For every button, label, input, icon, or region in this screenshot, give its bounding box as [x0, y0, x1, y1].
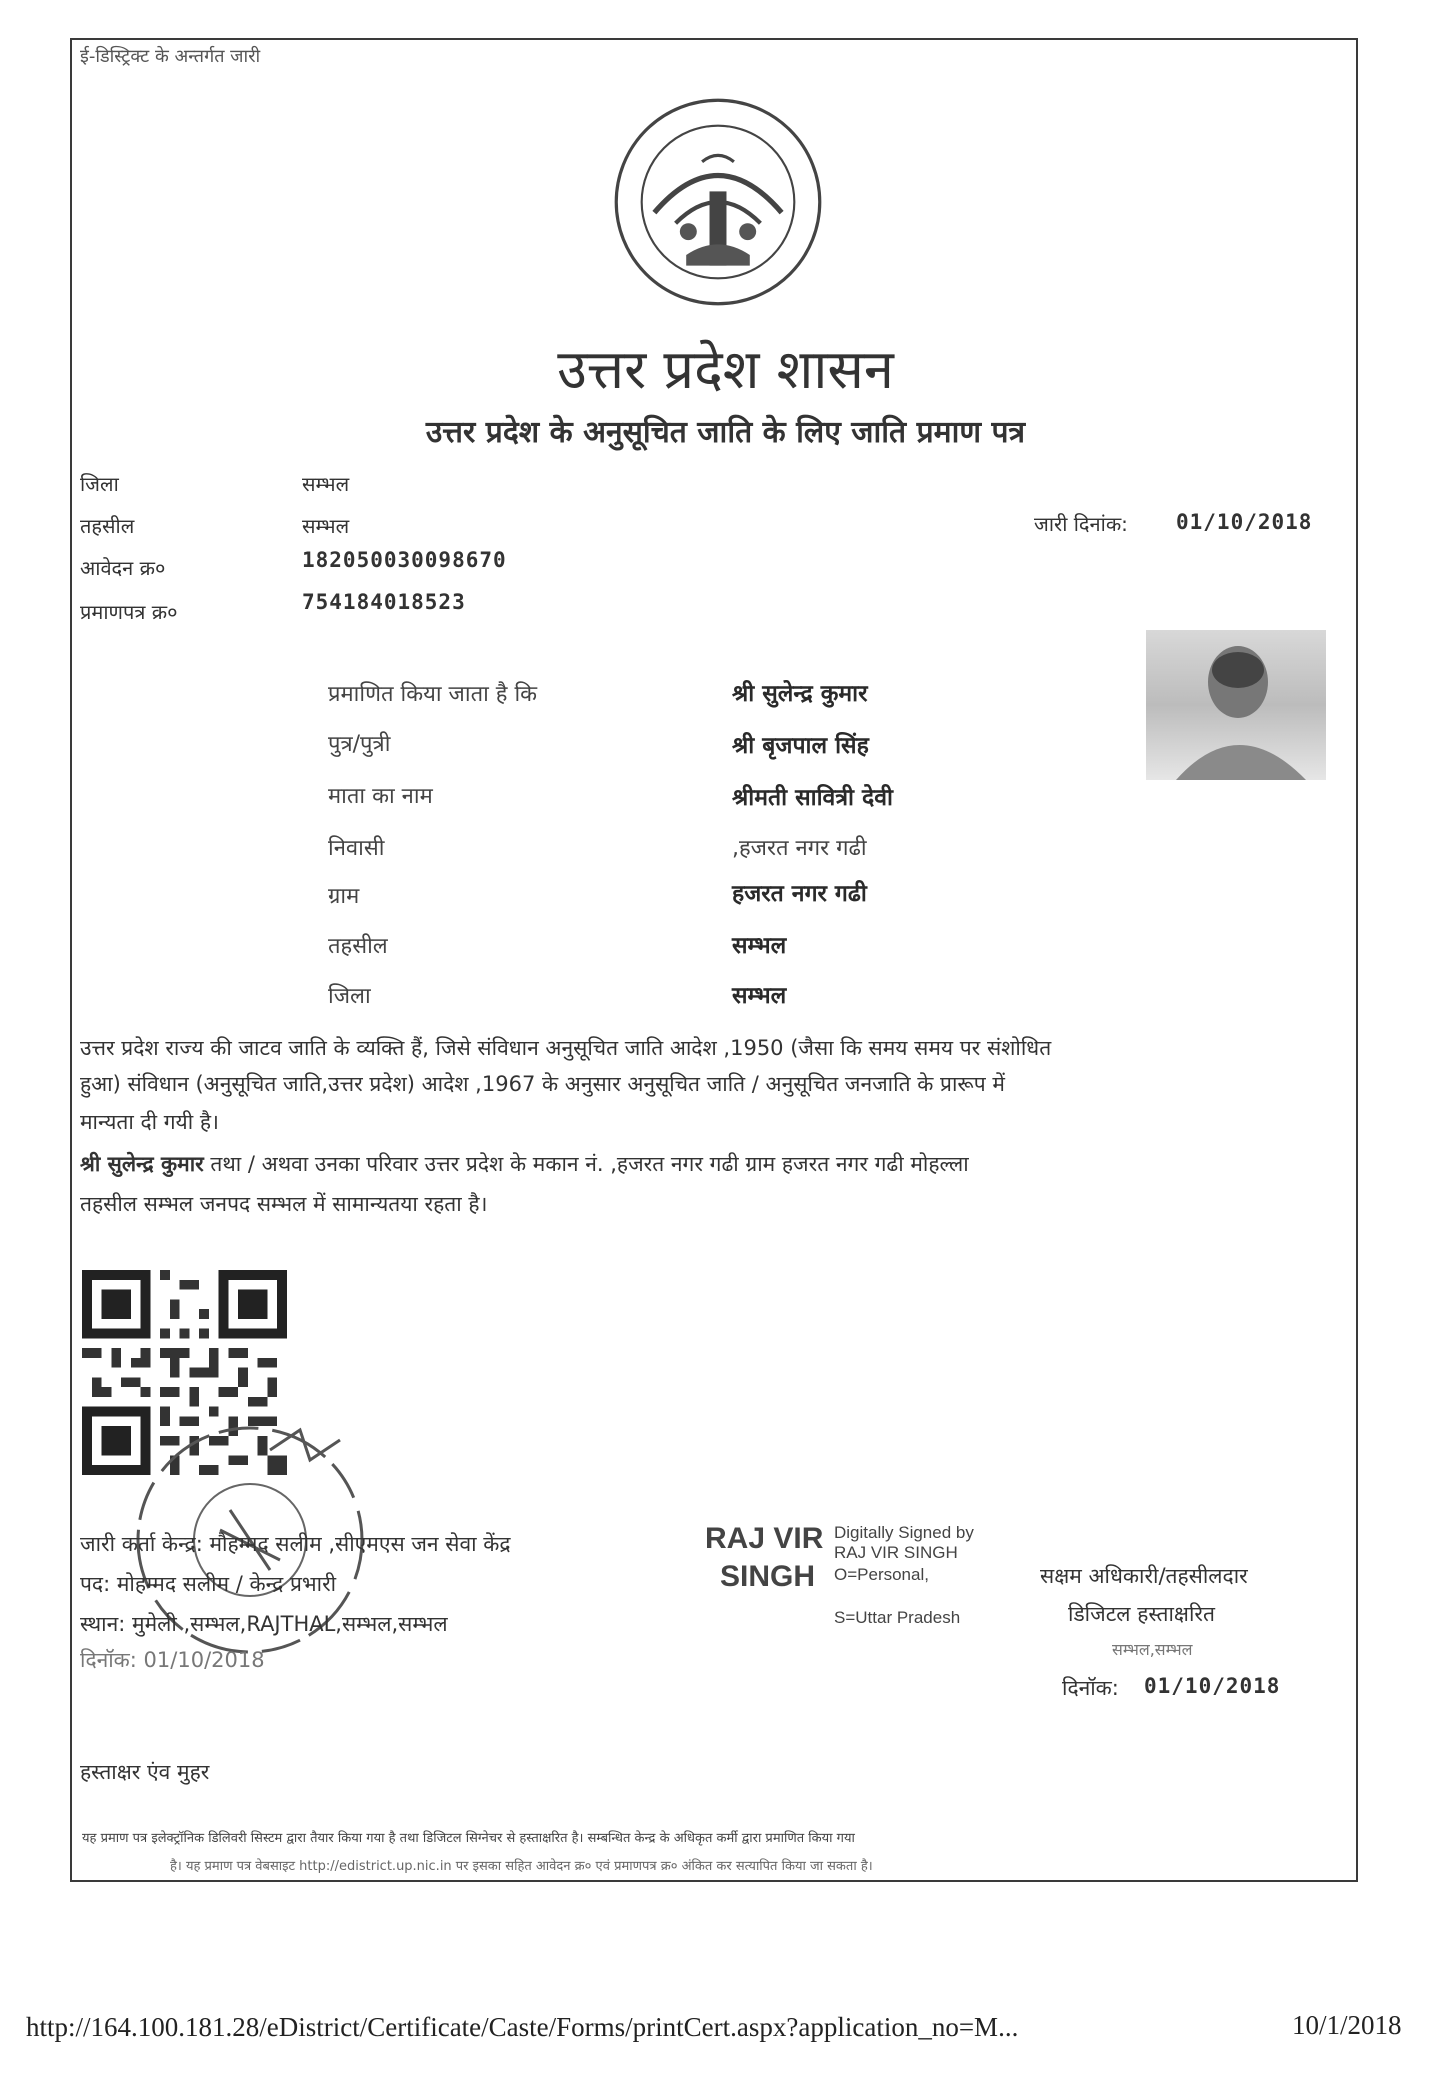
footer-line-1: यह प्रमाण पत्र इलेक्ट्रॉनिक डिलिवरी सिस्टम द्वारा तैयार किया गया है तथा डिजिटल सिग्नेचर से हस्ताक्षरित है। सम्बन्धित केन्द्र के अधिकृत कर्मी द्वारा प्रमाणित किया गया	[82, 1831, 855, 1846]
issuer-place: स्थान: मुमेली ,सम्भल,RAJTHAL,सम्भल,सम्भल	[80, 1612, 448, 1636]
authority-date-value: 01/10/2018	[1144, 1674, 1281, 1698]
detail-label-district: जिला	[328, 984, 371, 1009]
body-line-1: उत्तर प्रदेश राज्य की जाटव जाति के व्यक्ति हैं, जिसे संविधान अनुसूचित जाति आदेश ,1950 (जैसा कि समय समय पर संशोधित	[80, 1036, 1052, 1060]
detail-label-certified: प्रमाणित किया जाता है कि	[328, 682, 538, 707]
detail-label-mother: माता का नाम	[328, 784, 433, 809]
certificate-number-label: प्रमाणपत्र क्र०	[80, 600, 178, 624]
authority-signed: डिजिटल हस्ताक्षरित	[1068, 1602, 1215, 1626]
detail-value-father: श्री बृजपाल सिंह	[732, 733, 869, 759]
detail-label-son-of: पुत्र/पुत्री	[328, 732, 391, 757]
detail-label-resident: निवासी	[328, 836, 385, 861]
detail-value-resident: ,हजरत नगर गढी	[732, 836, 867, 861]
print-url: http://164.100.181.28/eDistrict/Certificate/Caste/Forms/printCert.aspx?application_no=M...	[26, 2012, 1019, 2042]
signer-name-line-2: SINGH	[720, 1560, 816, 1593]
application-number-label: आवेदन क्र०	[80, 556, 166, 580]
tehsil-value: सम्भल	[302, 514, 350, 538]
tehsil-label: तहसील	[80, 514, 135, 538]
up-government-emblem-icon	[612, 96, 824, 308]
detail-value-village: हजरत नगर गढी	[732, 881, 867, 907]
detail-label-village: ग्राम	[328, 884, 360, 909]
body-holder-name: श्री सुलेन्द्र कुमार	[80, 1152, 204, 1176]
issuer-designation: पद: मोहम्मद सलीम / केन्द्र प्रभारी	[80, 1572, 337, 1596]
digital-signature-state: S=Uttar Pradesh	[834, 1608, 961, 1627]
body-line-5: तहसील सम्भल जनपद सम्भल में सामान्यतया रहता है।	[80, 1192, 488, 1216]
footer-line-2: है। यह प्रमाण पत्र वेबसाइट http://edistrict.up.nic.in पर इसका सहित आवेदन क्र० एवं प्रमाणपत्र क्र० अंकित कर सत्यापित किया जा सकता है।	[170, 1859, 873, 1874]
body-line-4	[80, 1150, 969, 1178]
detail-value-mother: श्रीमती सावित्री देवी	[732, 785, 893, 811]
issuer-center: जारी कर्ता केन्द्र: मौहम्मद सलीम ,सीएमएस जन सेवा केंद्र	[80, 1532, 511, 1556]
issue-date-label: जारी दिनांक:	[1034, 512, 1128, 536]
issue-date-value: 01/10/2018	[1176, 510, 1313, 534]
body-address-text: तथा / अथवा उनका परिवार उत्तर प्रदेश के मकान नं. ,हजरत नगर गढी ग्राम हजरत नगर गढी मोहल्ला	[203, 1152, 969, 1176]
applicant-photo	[1146, 630, 1326, 780]
body-line-3: मान्यता दी गयी है।	[80, 1110, 219, 1134]
authority-location: सम्भल,सम्भल	[1112, 1640, 1193, 1659]
application-number-value: 182050030098670	[302, 548, 507, 572]
detail-value-name: श्री सुलेन्द्र कुमार	[732, 681, 868, 707]
document-subtitle: उत्तर प्रदेश के अनुसूचित जाति के लिए जाति प्रमाण पत्र	[425, 415, 1026, 450]
digital-signer: RAJ VIR SINGH	[834, 1543, 958, 1562]
authority-title: सक्षम अधिकारी/तहसीलदार	[1040, 1564, 1248, 1588]
document-title: उत्तर प्रदेश शासन	[557, 338, 894, 401]
detail-value-tehsil: सम्भल	[732, 933, 787, 959]
certificate-number-value: 754184018523	[302, 590, 466, 614]
detail-label-tehsil: तहसील	[328, 934, 388, 959]
digitally-signed-by: Digitally Signed by	[834, 1523, 974, 1542]
print-date: 10/1/2018	[1292, 2010, 1402, 2040]
signer-name-line-1: RAJ VIR	[705, 1522, 824, 1555]
authority-date-label: दिनॉक:	[1062, 1676, 1119, 1700]
digital-signature-org: O=Personal,	[834, 1565, 929, 1584]
sign-and-seal-label: हस्ताक्षर एंव मुहर	[80, 1760, 210, 1784]
district-value: सम्भल	[302, 472, 350, 496]
issued-under-text: ई-डिस्ट्रिक्ट के अन्तर्गत जारी	[80, 46, 261, 67]
detail-value-district: सम्भल	[732, 983, 787, 1009]
district-label: जिला	[80, 472, 119, 496]
issuer-date: दिनॉक: 01/10/2018	[80, 1648, 265, 1672]
body-line-2: हुआ) संविधान (अनुसूचित जाति,उत्तर प्रदेश) आदेश ,1967 के अनुसार अनुसूचित जाति / अनुसूचित जनजाति के प्रारूप में	[80, 1072, 1005, 1096]
